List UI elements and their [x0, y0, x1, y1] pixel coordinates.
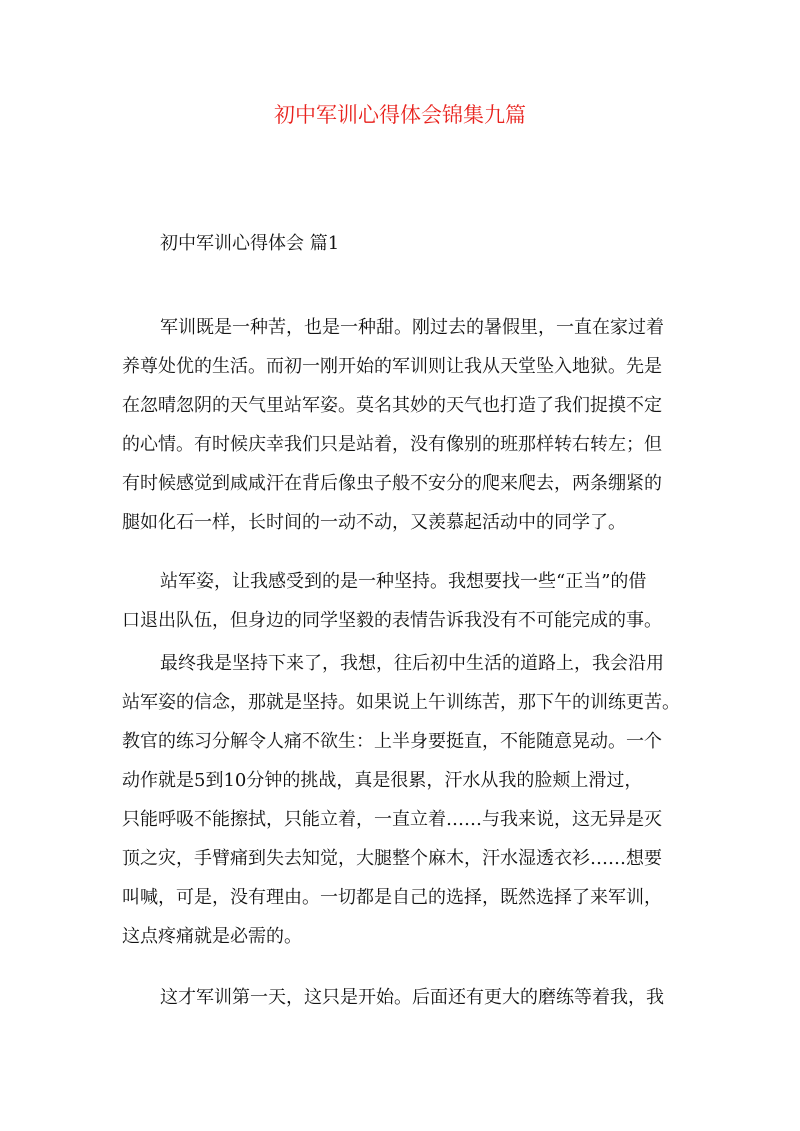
body-line: 教官的练习分解令人痛不欲生：上半身要挺直，不能随意晃动。一个	[122, 731, 662, 752]
body-line: 腿如化石一样，长时间的一动不动，又羡慕起活动中的同学了。	[122, 512, 626, 533]
body-line: 口退出队伍，但身边的同学坚毅的表情告诉我没有不可能完成的事。	[122, 610, 662, 631]
body-line: 这点疼痛就是必需的。	[122, 926, 302, 947]
section-heading: 初中军训心得体会 篇1	[160, 233, 340, 254]
body-line: 最终我是坚持下来了，我想，往后初中生活的道路上，我会沿用	[160, 653, 664, 674]
body-line: 站军姿的信念，那就是坚持。如果说上午训练苦，那下午的训练更苦。	[122, 692, 680, 713]
body-line: 动作就是5到10分钟的挑战，真是很累，汗水从我的脸颊上滑过，	[122, 770, 643, 791]
body-line: 叫喊，可是，没有理由。一切都是自己的选择，既然选择了来军训，	[122, 887, 662, 908]
body-line: 站军姿，让我感受到的是一种坚持。我想要找一些“正当”的借	[160, 571, 647, 592]
body-line: 顶之灾，手臂痛到失去知觉，大腿整个麻木，汗水湿透衣衫……想要	[122, 848, 662, 869]
body-line: 在忽晴忽阴的天气里站军姿。莫名其妙的天气也打造了我们捉摸不定	[122, 395, 662, 416]
body-line: 有时候感觉到咸咸汗在背后像虫子般不安分的爬来爬去，两条绷紧的	[122, 473, 662, 494]
body-line: 这才军训第一天，这只是开始。后面还有更大的磨练等着我，我	[160, 987, 664, 1008]
body-line: 养尊处优的生活。而初一刚开始的军训则让我从天堂坠入地狱。先是	[122, 356, 662, 377]
body-line: 军训既是一种苦，也是一种甜。刚过去的暑假里，一直在家过着	[160, 317, 664, 338]
body-line: 只能呼吸不能擦拭，只能立着，一直立着……与我来说，这无异是灭	[122, 809, 662, 830]
body-line: 的心情。有时候庆幸我们只是站着，没有像别的班那样转右转左；但	[122, 434, 662, 455]
document-title: 初中军训心得体会锦集九篇	[274, 103, 526, 127]
